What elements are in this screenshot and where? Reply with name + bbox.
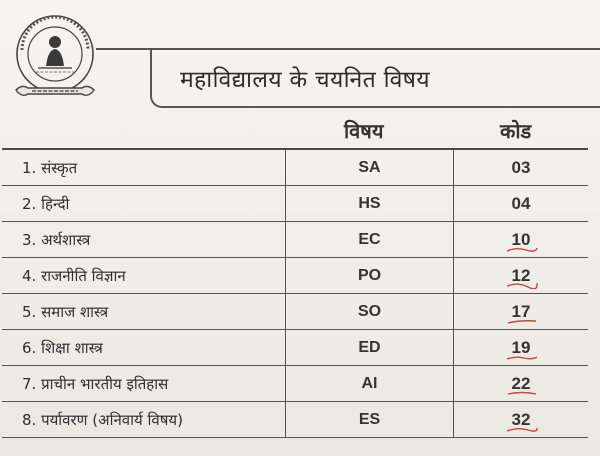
code-value: 32 [511,409,531,429]
code-value: 12 [511,265,531,285]
pen-underline-mark [506,353,538,361]
pen-underline-mark [506,317,538,325]
pen-underline-mark [506,281,538,289]
pen-underline-mark [506,245,538,253]
subject-name: 4. राजनीति विज्ञान [2,258,286,293]
table-row [2,150,588,186]
subject-abbr: SO [286,294,454,329]
pen-underline-mark [506,425,538,433]
subject-abbr: ES [286,402,454,437]
subject-name: 1. संस्कृत [2,150,286,185]
subject-abbr: ED [286,330,454,365]
subject-code [454,258,588,293]
subject-abbr: AI [286,366,454,401]
table-row [2,222,588,258]
subject-code [454,150,588,185]
code-value: 03 [511,157,531,177]
subject-code [454,186,588,221]
subject-name: 5. समाज शास्त्र [2,294,286,329]
code-value: 19 [511,337,531,357]
subject-code [454,402,588,437]
code-value: 22 [511,373,531,393]
table-row [2,402,588,438]
college-seal-icon [8,10,102,104]
code-value: 17 [511,301,531,321]
table-row [2,186,588,222]
code-value: 04 [511,193,531,213]
page-title: महाविद्यालय के चयनित विषय [180,67,430,93]
subject-abbr: SA [286,150,454,185]
subject-name: 8. पर्यावरण (अनिवार्य विषय) [2,402,286,437]
subject-code [454,330,588,365]
subject-code [454,366,588,401]
subject-name: 6. शिक्षा शास्त्र [2,330,286,365]
subject-abbr: EC [286,222,454,257]
subject-code [454,222,588,257]
column-header-code: कोड [500,119,532,143]
table-row [2,294,588,330]
table-row [2,258,588,294]
subject-name: 3. अर्थशास्त्र [2,222,286,257]
column-header-subject: विषय [344,119,384,143]
pen-underline-mark [506,389,538,397]
table-row [2,366,588,402]
subject-name: 2. हिन्दी [2,186,286,221]
subjects-table [2,148,588,438]
subject-code [454,294,588,329]
table-row [2,330,588,366]
subject-name: 7. प्राचीन भारतीय इतिहास [2,366,286,401]
subject-abbr: HS [286,186,454,221]
code-value: 10 [511,229,531,249]
subject-abbr: PO [286,258,454,293]
